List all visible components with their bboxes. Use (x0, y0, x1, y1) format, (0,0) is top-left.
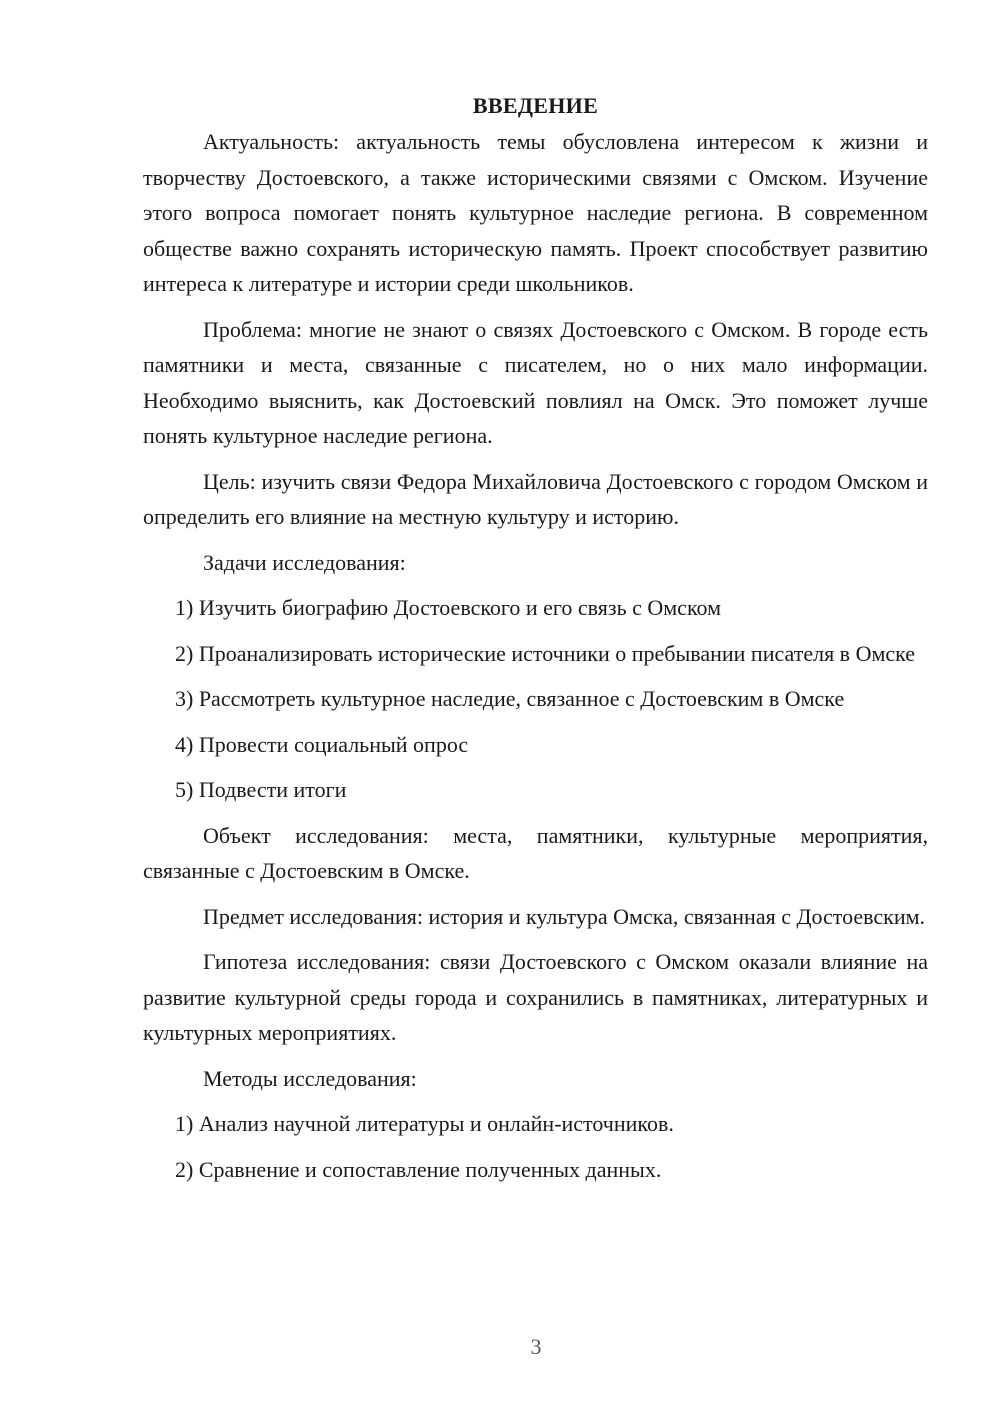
section-title: ВВЕДЕНИЕ (472, 93, 599, 118)
methods-heading: Методы исследования: (203, 1065, 417, 1091)
task-item: 2) Проанализировать исторические источники о пребывании писателя в Омске (175, 640, 916, 666)
paragraph-problem: Проблема: многие не знают о связях Достоевского с Омском. В городе есть памятники и места, связанные с писателем, но о них мало информации. Необходимо выяснить, как Достоевский повлиял на Омск. Это поможет лучше понять культурное наследие региона. (143, 316, 928, 448)
page-number: 3 (530, 1334, 542, 1359)
task-item: 1) Изучить биографию Достоевского и его связь с Омском (175, 595, 722, 620)
method-item: 1) Анализ научной литературы и онлайн-источников. (175, 1111, 674, 1136)
task-item: 5) Подвести итоги (175, 777, 347, 802)
paragraph-relevance: Актуальность: актуальность темы обусловлена интересом к жизни и творчеству Достоевского, а также историческими связями с Омском. Изучение этого вопроса помогает понять культурное наследие региона. В современном обществе важно сохранять историческую память. Проект способствует развитию интереса к литературе и истории среди школьников. (143, 129, 928, 296)
paragraph-goal: Цель: изучить связи Федора Михайловича Достоевского с городом Омском и определить его влияние на местную культуру и историю. (143, 468, 928, 529)
document-page (143, 90, 928, 1197)
task-item: 3) Рассмотреть культурное наследие, связанное с Достоевским в Омске (175, 686, 845, 711)
tasks-heading: Задачи исследования: (203, 549, 406, 575)
task-item: 4) Провести социальный опрос (175, 731, 469, 757)
paragraph-object: Объект исследования: места, памятники, культурные мероприятия, связанные с Достоевским в Омске. (143, 822, 928, 883)
method-item: 2) Сравнение и сопоставление полученных данных. (175, 1156, 662, 1182)
paragraph-hypothesis: Гипотеза исследования: связи Достоевского с Омском оказали влияние на развитие культурной среды города и сохранились в памятниках, литературных и культурных мероприятиях. (143, 949, 928, 1045)
paragraph-subject: Предмет исследования: история и культура Омска, связанная с Достоевским. (203, 903, 926, 929)
